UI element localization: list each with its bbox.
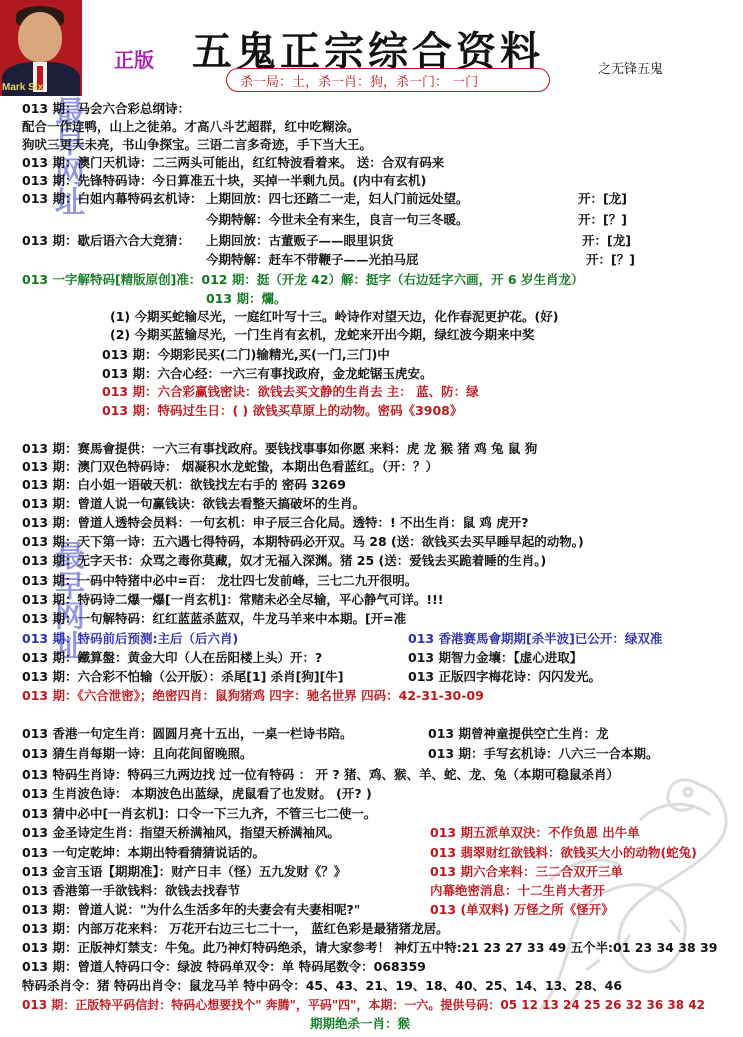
- watermark-top: 最早网址: [49, 96, 84, 216]
- text-line: 013 期：曾道人特码口令：绿波 特码单双令：单 特码尾数令：068359: [22, 959, 426, 974]
- final-line: 013 期：正版特平码信封：特码心想要找个" 奔腾"，平码"四"，本期：一六。提供号码：05 12 13 24 25 26 32 36 38 42: [22, 998, 706, 1012]
- text-line: 013 期：先锋特码诗：今日算准五十块，买掉一半剩九员。(内中有玄机): [22, 173, 427, 188]
- riddle1-last-answer: 开：[龙]: [578, 191, 627, 206]
- riddle2-title: 013 期：歇后语六合大竞猜：: [22, 233, 190, 248]
- riddle1-title: 013 期：白姐内幕特码玄机诗：: [22, 191, 203, 206]
- text-line: 013 香港第一手欲钱料：欲钱去找春节: [22, 883, 240, 898]
- pair-right: 013 期智力金壤：【虚心进取】: [408, 650, 583, 665]
- text-line: 013 期：曾道人透特会员料：一句玄机：申子辰三合化局。透特：! 不出生肖：鼠 鸡 虎开?: [22, 515, 529, 530]
- text-line: 013 期：内部万花来料： 万花开右边三七二十一， 蓝红色彩是最猪猪龙居。: [22, 921, 449, 936]
- text-line: 013 期：白小姐一语破天机：欲钱找左右手的 密码 3269: [22, 477, 346, 492]
- text-line: 013 金言玉语【期期准】：财产日丰（怪）五九发财《？》: [22, 864, 347, 879]
- text-line: 013 期：特码过生日：( ) 欲钱买草原上的动物。密码《3908》: [102, 403, 463, 418]
- text-line: 013 期：马会六合彩总纲诗：: [22, 101, 190, 116]
- text-line: 013 期：天下第一诗：五六遇七得特码，本期特码必开双。马 28 (送：欲钱买去买早睡早起的动物。): [22, 534, 584, 549]
- text-line: 013 期：一句解特码：红红蓝蓝杀蓝双，牛龙马羊来中本期。[开=准: [22, 611, 407, 626]
- author-photo: [0, 0, 82, 96]
- text-line: 013 金圣诗定生肖：指望天桥满袖风，指望天桥满袖风。: [22, 825, 340, 840]
- text-line: 013 期：无字天书：众骂之毒你莫藏，奴才无福入深渊。猪 25 (送：爱钱去买跪着睡的生肖。): [22, 553, 547, 568]
- text-line: 013 期：一码中特猪中必中=百： 龙壮四七发前峰，三七二九开很明。: [22, 573, 418, 588]
- page-title: 五鬼正宗综合资料: [192, 28, 544, 75]
- one-word-line: 013 一字解特码[精版原创]准：012 期：挺（开龙 42）解：挺字（右边廷字六画，开 6 岁生肖龙）: [22, 272, 584, 287]
- text-line-right: 013 (单双料) 万怪之所《怪开》: [430, 902, 614, 917]
- text-line: 013 期：曾道人说一句赢钱诀：欲钱去看整天搞破坏的生肖。: [22, 496, 365, 511]
- text-line: 013 期：澳门天机诗：二三两头可能出，红红特波看着来。 送：合双有码来: [22, 155, 445, 170]
- text-line: 013 期：特码诗二爆一爆[一肖玄机]：常赌未必全尽输，平心静气可详。!!!: [22, 592, 444, 607]
- text-line: 013 一句定乾坤：本期出特看猜猜说话的。: [22, 845, 265, 860]
- riddle1-current: 今期特解：今世未全有来生，良言一句三冬暖。: [206, 212, 469, 227]
- riddle1-current-answer: 开：[？]: [578, 212, 627, 227]
- footer-kill: 期期绝杀一肖：猴: [310, 1016, 411, 1031]
- riddle2-current-answer: 开：[？]: [586, 252, 635, 267]
- text-line: 特码杀肖令：猪 特码出肖令：鼠龙马羊 特中码令：45、43、21、19、18、40、25、14、13、28、46: [22, 978, 623, 993]
- text-line: 013 期：正版神灯禁支：牛兔。此乃神灯特码绝杀，请大家参考！ 神灯五中特:21 23 27 33 49 五个半:01 23 34 38 39: [22, 940, 718, 955]
- pair-right: 013 香港赛馬會期期[杀半波]已公开：绿双准: [408, 631, 663, 646]
- one-word-answer: 013 期：爛。: [206, 291, 287, 306]
- kill-line: 杀一局：土，杀一肖：狗，杀一门： 一门: [240, 75, 479, 90]
- text-line: 013 期：今期彩民买(二门)输精光,买(一门,三门)中: [102, 347, 390, 362]
- pair-left: 013 期：鐵算盤：黄金大印（人在岳阳楼上头）开：?: [22, 650, 323, 665]
- photo-tag: Mark Six: [2, 82, 44, 93]
- edition-label: 正版: [114, 48, 154, 72]
- byline: 之无锋五鬼: [598, 62, 664, 77]
- text-line-right: 013 期：手写玄机诗：八六三一合本期。: [428, 746, 659, 761]
- riddle2-last: 上期回放：古董贩子——眼里识货: [206, 233, 394, 248]
- riddle2-current: 今期特解：赶车不带鞭子——光拍马屁: [206, 252, 419, 267]
- text-line: 013 猜中必中[一肖玄机]：口令一下三九齐，不管三七二使一。: [22, 806, 377, 821]
- secret-banner: 013 期：《六合泄密》；绝密四肖：鼠狗猪鸡 四字：驰名世界 四码：42-31-30-09: [22, 688, 484, 703]
- text-line-right: 013 期曾神童提供空亡生肖：龙: [428, 726, 609, 741]
- pair-left: 013 期：特码前后预测:主后（后六肖): [22, 631, 239, 646]
- verse-line: (1) 今期买蛇输尽光，一庭红叶写十三。岭诗作对望天边，化作春泥更护花。(好): [110, 309, 559, 324]
- text-line: 013 香港一句定生肖：圆圆月亮十五出，一桌一栏诗书陪。: [22, 726, 353, 741]
- text-line-right: 013 期五派单双決：不作负恩 出牛单: [430, 825, 640, 840]
- text-line: 013 期：澳门双色特码诗： 烟凝积水龙蛇蛰，本期出色看蓝红。（开：？）: [22, 459, 439, 474]
- text-line: 配合一作连鸭，山上之徒弟。才高八斗艺超群，红中吃糊涂。: [22, 119, 360, 134]
- text-line: 013 特码生肖诗：特码三九两边找 过一位有特码 ： 开 ? 猪、鸡、猴、羊、蛇、龙、兔（本期可稳鼠杀肖）: [22, 767, 619, 782]
- text-line: 013 期：曾道人说："为什么生活多年的夫妻会有夫妻相呢?": [22, 902, 361, 917]
- text-line: 013 期：赛馬會提供：一六三有事找政府。要钱找事事如你愿 来料：虎 龙 猴 猪 鸡 兔 鼠 狗: [22, 441, 538, 456]
- text-line: 013 猜生肖每期一诗：且向花间留晚照。: [22, 746, 253, 761]
- verse-line: (2) 今期买蓝输尽光，一门生肖有玄机，龙蛇来开出今期，绿红波今期来中奖: [110, 327, 535, 342]
- text-line: 狗吠三更天未亮，书山争探宝。三语二言多奇迹，手下当大王。: [22, 137, 373, 152]
- text-line-right: 内幕绝密消息：十二生肖大者开: [430, 883, 606, 898]
- pair-right: 013 正版四字梅花诗：闪闪发光。: [408, 669, 601, 684]
- riddle2-last-answer: 开：[龙]: [582, 233, 631, 248]
- text-line-right: 013 期六合来料：三二合双开三单: [430, 864, 623, 879]
- text-line: 013 期：六合心经：一六三有事找政府，金龙蛇锯玉虎安。: [102, 366, 433, 381]
- riddle1-last: 上期回放：四七还踏二一走，妇人门前远处望。: [206, 191, 469, 206]
- watermark-bottom: 最早网址: [49, 540, 84, 660]
- pair-left: 013 期：六合彩不怕输（公开版）：杀尾[1] 杀肖[狗][牛]: [22, 669, 344, 684]
- text-line: 013 生肖波色诗： 本期波色出蓝绿，虎鼠看了也发财。 (开? ): [22, 786, 372, 801]
- text-line-right: 013 翡翠财红欲钱料：欲钱买大小的动物(蛇兔): [430, 845, 697, 860]
- text-line: 013 期：六合彩赢钱密诀：欲钱去买文静的生肖去 主： 蓝、防：绿: [102, 384, 479, 399]
